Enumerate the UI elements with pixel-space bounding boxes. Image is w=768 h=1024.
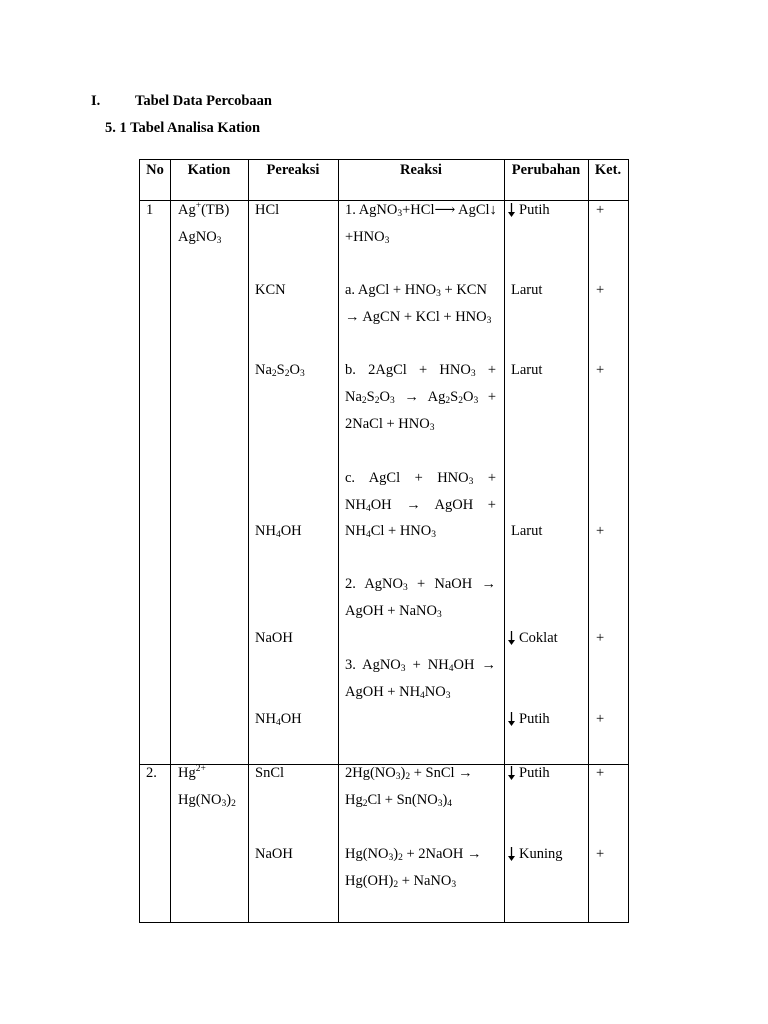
row1-pereaksi-5: NaOH (255, 630, 293, 646)
row1-reaksi-line: a. AgCl + $HNO_3$ + KCN (345, 282, 487, 299)
header-pereaksi: Pereaksi (266, 162, 320, 178)
row2-no: 2. (146, 765, 157, 781)
row1-perubahan-2: Larut (511, 282, 543, 298)
column-divider (170, 160, 171, 922)
header-no: No (146, 162, 164, 178)
row1-reaksi-line: $NH_4OH$ → AgOH + (345, 497, 496, 514)
row1-reaksi-line: → AgCN + KCl + $HNO_3$ (345, 309, 492, 326)
row1-perubahan-1: Putih (507, 197, 550, 224)
row1-perubahan-6: Putih (507, 706, 550, 733)
row1-kation-ion: Ag+(TB) (178, 201, 230, 218)
column-divider (338, 160, 339, 922)
down-arrow-icon (507, 712, 516, 726)
header-ket: Ket. (594, 162, 622, 178)
row1-reaksi-line: $NH_4Cl + HNO_3$ (345, 523, 436, 540)
row1-reaksi-line: 2NaCl + $HNO_3$ (345, 416, 435, 433)
row1-reaksi-line: 2. AgNO$_3$ + NaOH → (345, 576, 496, 593)
section-title: Tabel Data Percobaan (135, 93, 272, 109)
down-arrow-icon (507, 631, 516, 645)
row1-pereaksi-4: $NH_4OH$ (255, 523, 302, 540)
down-arrow-icon (507, 766, 516, 780)
row2-reaksi-line: $Hg_2Cl + Sn(NO_3)_4$ (345, 792, 453, 809)
row1-perubahan-5: Coklat (507, 625, 558, 652)
row1-reaksi-line: 1. AgNO$_3$+HCl⟶ AgCl↓ (345, 202, 497, 219)
column-divider (248, 160, 249, 922)
row1-kation-salt: AgNO$_3$ (178, 229, 222, 246)
row1-reaksi-line: $+HNO_3$ (345, 229, 390, 246)
row2-ket-1: + (596, 765, 605, 781)
row1-reaksi-line: 3. AgNO$_3$ + $NH_4OH$ → (345, 657, 497, 674)
row2-perubahan-2: Kuning (507, 841, 563, 868)
row1-reaksi-line: c. AgCl + $HNO_3$ + (345, 470, 496, 487)
cation-analysis-table (139, 159, 629, 923)
header-perubahan: Perubahan (511, 162, 581, 178)
row1-reaksi-line: b. 2AgCl + $HNO_3$ + (345, 362, 497, 379)
row1-pereaksi-1: HCl (255, 202, 280, 218)
row2-kation-ion: $Hg^{2+}$ (178, 764, 206, 781)
row1-reaksi-line: AgOH + NaNO$_3$ (345, 603, 442, 620)
row1-reaksi-line: AgOH + $NH_4NO_3$ (345, 684, 451, 701)
row2-reaksi-line: $2Hg(NO_3)_2$ + SnCl → (345, 765, 473, 782)
row2-pereaksi-2: NaOH (255, 846, 293, 862)
down-arrow-icon (507, 847, 516, 861)
row2-reaksi-line: $Hg(NO_3)_2$ + 2NaOH → (345, 846, 482, 863)
row1-ket-2: + (596, 282, 605, 298)
row1-ket-3: + (596, 362, 605, 378)
row2-kation-salt: $Hg(NO_3)_2$ (178, 792, 236, 809)
row2-pereaksi-1: SnCl (255, 765, 285, 781)
column-divider (504, 160, 505, 922)
subsection-title: 5. 1 Tabel Analisa Kation (105, 120, 261, 136)
row1-perubahan-4: Larut (511, 523, 543, 539)
column-divider (588, 160, 589, 922)
row2-perubahan-1: Putih (507, 760, 550, 787)
row1-reaksi-line: $Na_2S_2O_3 \to Ag_2S_2O_3$ + (345, 389, 496, 406)
header-kation: Kation (187, 162, 231, 178)
row1-no: 1 (146, 202, 154, 218)
row2-reaksi-line: $Hg(OH)_2$ + NaNO$_3$ (345, 873, 457, 890)
row1-ket-5: + (596, 630, 605, 646)
row1-perubahan-3: Larut (511, 362, 543, 378)
header-reaksi: Reaksi (400, 162, 442, 178)
down-arrow-icon (507, 203, 516, 217)
row1-ket-6: + (596, 711, 605, 727)
row1-pereaksi-6: $NH_4OH$ (255, 711, 302, 728)
section-number: I. (91, 93, 101, 109)
row1-pereaksi-3: $Na_2S_2O_3$ (255, 362, 305, 379)
row1-ket-4: + (596, 523, 605, 539)
row1-ket-1: + (596, 202, 605, 218)
row2-ket-2: + (596, 846, 605, 862)
row1-pereaksi-2: KCN (255, 282, 286, 298)
